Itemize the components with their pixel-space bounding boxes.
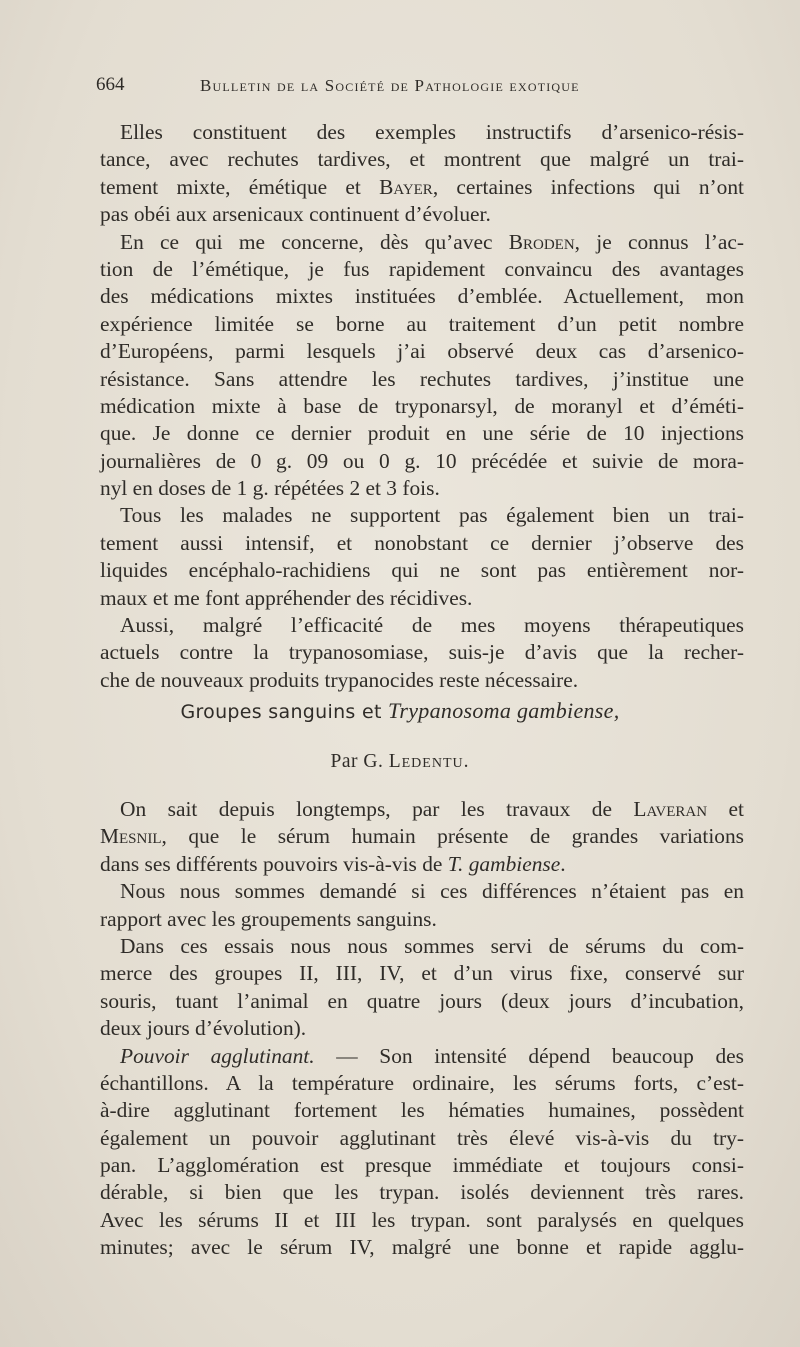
text-line: tement mixte, émétique et Bayer, certaines infections qui n’ont bbox=[100, 174, 744, 199]
text-line: Dans ces essais nous nous sommes servi de sérums du com- bbox=[120, 933, 744, 958]
text-line: Pouvoir agglutinant. — Son intensité dépend beaucoup des bbox=[120, 1043, 745, 1068]
author-reference: Bayer bbox=[379, 174, 433, 199]
text-line: On sait depuis longtemps, par les travaux de Laveran et bbox=[120, 797, 744, 821]
text-line: actuels contre la trypanosomiase, suis-je d’avis que la recher- bbox=[100, 640, 744, 665]
text-line: résistance. Sans attendre les rechutes tardives, j’institue une bbox=[100, 366, 744, 391]
text-line: minutes; avec le sérum IV, malgré une bonne et rapide agglu- bbox=[100, 1235, 744, 1260]
text-line: nyl en doses de 1 g. répétées 2 et 3 fois. bbox=[100, 476, 440, 501]
author-reference: Mesnil bbox=[100, 824, 162, 849]
text-line: d’Européens, parmi lesquels j’ai observé deux cas d’arsenico- bbox=[100, 339, 744, 364]
text-line: rapport avec les groupements sanguins. bbox=[100, 906, 437, 931]
text-line: pan. L’agglomération est presque immédiate et toujours consi- bbox=[100, 1153, 744, 1178]
text-line: médication mixte à base de tryponarsyl, de moranyl et d’éméti- bbox=[100, 393, 744, 418]
text-line: souris, tuant l’animal en quatre jours (deux jours d’incubation, bbox=[100, 988, 744, 1013]
text-line: Avec les sérums II et III les trypan. sont paralysés en quelques bbox=[100, 1207, 744, 1232]
text-line: maux et me font appréhender des récidives. bbox=[100, 585, 473, 610]
running-head bbox=[96, 74, 756, 98]
text-line: liquides encéphalo-rachidiens qui ne sont pas entièrement nor- bbox=[100, 558, 744, 583]
text-line: Aussi, malgré l’efficacité de mes moyens thérapeutiques bbox=[120, 613, 744, 638]
text-line: dans ses différents pouvoirs vis-à-vis de T. gambiense. bbox=[100, 851, 566, 876]
text-line: En ce qui me concerne, dès qu’avec Broden, je connus l’ac- bbox=[120, 229, 744, 254]
page-number: 664 bbox=[96, 74, 125, 95]
article-author: Par G. Ledentu. bbox=[330, 751, 470, 772]
text-line: che de nouveaux produits trypanocides reste nécessaire. bbox=[100, 667, 579, 692]
text-line: tion de l’émétique, je fus rapidement convaincu des avantages bbox=[100, 256, 744, 281]
text-line: Tous les malades ne supportent pas également bien un trai- bbox=[120, 503, 744, 528]
text-line: échantillons. A la température ordinaire, les sérums forts, c’est- bbox=[100, 1070, 744, 1095]
text-line: Mesnil, que le sérum humain présente de grandes variations bbox=[100, 824, 744, 849]
text-line: Nous nous sommes demandé si ces différences n’étaient pas en bbox=[120, 879, 744, 904]
text-line: tance, avec rechutes tardives, et montrent que malgré un trai- bbox=[100, 147, 744, 172]
text-line: à-dire agglutinant fortement les hématies humaines, possèdent bbox=[100, 1098, 744, 1123]
text-line: des médications mixtes instituées d’emblée. Actuellement, mon bbox=[100, 284, 744, 309]
text-line: pas obéi aux arsenicaux continuent d’évoluer. bbox=[100, 202, 491, 227]
text-line: tement aussi intensif, et nonobstant ce dernier j’observe des bbox=[100, 530, 744, 555]
species-name: T. gambiense bbox=[447, 851, 561, 876]
author-reference: Broden bbox=[508, 229, 575, 254]
text-line: merce des groupes II, III, IV, et d’un virus fixe, conservé sur bbox=[100, 961, 744, 986]
article-title: Groupes sanguins et Trypanosoma gambiense, bbox=[180, 698, 620, 723]
article-body bbox=[100, 796, 744, 1262]
intro-text bbox=[100, 119, 744, 694]
author-name: Ledentu. bbox=[388, 751, 470, 772]
journal-title: Bulletin de la Société de Pathologie exotique bbox=[200, 76, 580, 95]
text-line: journalières de 0 g. 09 ou 0 g. 10 précédée et suivie de mora- bbox=[100, 448, 744, 473]
text-line: dérable, si bien que les trypan. isolés deviennent très rares. bbox=[100, 1180, 744, 1205]
section-heading: Pouvoir agglutinant. bbox=[120, 1043, 315, 1068]
text-line: deux jours d’évolution). bbox=[100, 1016, 307, 1041]
text-line: expérience limitée se borne au traitement d’un petit nombre bbox=[100, 311, 744, 336]
text-line: Elles constituent des exemples instructifs d’arsenico-résis- bbox=[120, 120, 744, 144]
text-line: que. Je donne ce dernier produit en une série de 10 injections bbox=[100, 421, 744, 446]
author-reference: Laveran bbox=[633, 797, 708, 821]
text-line: également un pouvoir agglutinant très élevé vis-à-vis du try- bbox=[100, 1125, 744, 1150]
